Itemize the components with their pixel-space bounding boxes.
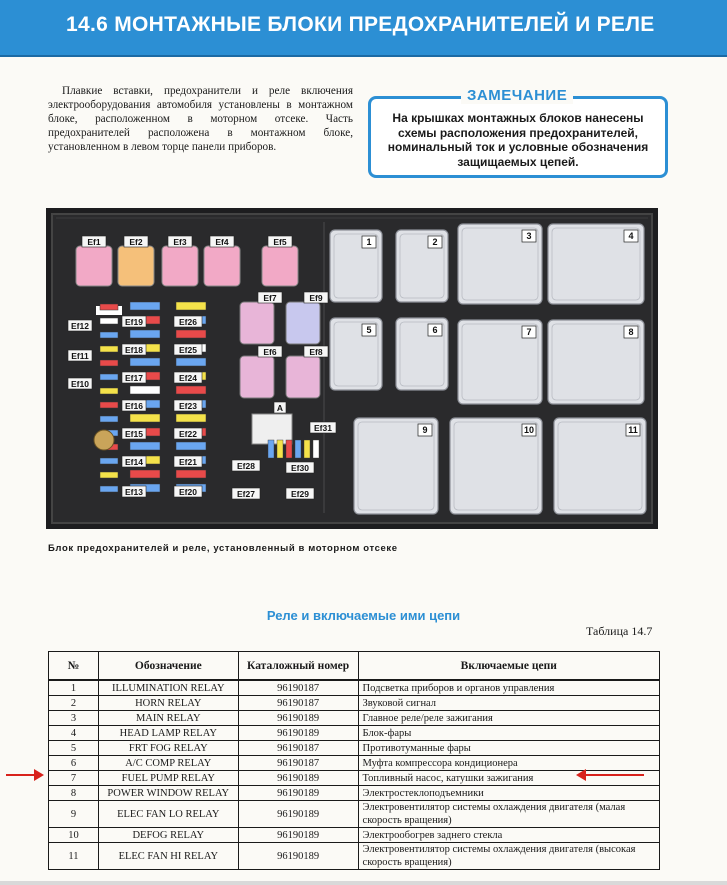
intro-paragraph bbox=[48, 84, 353, 154]
relay-number: 10 bbox=[523, 425, 535, 435]
fuse-label bbox=[174, 428, 202, 439]
svg-text:Ef17: Ef17 bbox=[125, 373, 143, 383]
mini-fuse bbox=[100, 360, 118, 366]
mini-fuse bbox=[130, 470, 160, 478]
relay-number: 4 bbox=[628, 231, 634, 241]
table-row bbox=[49, 801, 660, 828]
cell-catalog: 96190189 bbox=[238, 843, 358, 870]
cell-number: 8 bbox=[49, 786, 99, 801]
svg-text:Ef21: Ef21 bbox=[179, 457, 197, 467]
cell-designation: HORN RELAY bbox=[98, 696, 238, 711]
mini-fuse bbox=[100, 416, 118, 422]
col-header-catalog: Каталожный номер bbox=[238, 652, 358, 681]
cell-catalog: 96190189 bbox=[238, 711, 358, 726]
fuse-label bbox=[174, 456, 202, 467]
mini-fuse bbox=[100, 388, 118, 394]
table-title: Реле и включаемые ими цепи bbox=[266, 608, 461, 623]
svg-text:Ef5: Ef5 bbox=[273, 237, 287, 247]
svg-text:A: A bbox=[276, 403, 284, 413]
cell-catalog: 96190189 bbox=[238, 828, 358, 843]
svg-text:Ef28: Ef28 bbox=[237, 461, 255, 471]
svg-text:Ef15: Ef15 bbox=[125, 429, 143, 439]
svg-text:Ef1: Ef1 bbox=[87, 237, 101, 247]
fuse-label bbox=[258, 346, 282, 357]
mini-fuse bbox=[304, 440, 310, 458]
cell-number: 1 bbox=[49, 680, 99, 696]
fuse-label bbox=[174, 316, 202, 327]
mini-fuse bbox=[100, 318, 118, 324]
cell-designation: FRT FOG RELAY bbox=[98, 741, 238, 756]
mini-fuse bbox=[176, 386, 206, 394]
cell-circuits: Электрообогрев заднего стекла bbox=[358, 828, 659, 843]
fuse-block-photo bbox=[46, 208, 658, 529]
mini-fuse bbox=[100, 374, 118, 380]
cell-designation: ILLUMINATION RELAY bbox=[98, 680, 238, 696]
fuse-label bbox=[122, 400, 146, 411]
svg-text:Ef14: Ef14 bbox=[125, 457, 143, 467]
page-title: 14.6 МОНТАЖНЫЕ БЛОКИ ПРЕДОХРАНИТЕЛЕЙ И РЕЛЕ bbox=[66, 13, 655, 36]
mini-fuse bbox=[277, 440, 283, 458]
svg-text:Ef22: Ef22 bbox=[179, 429, 197, 439]
page-header bbox=[0, 0, 727, 57]
svg-text:Ef2: Ef2 bbox=[129, 237, 143, 247]
mini-fuse bbox=[295, 440, 301, 458]
mini-fuse bbox=[100, 304, 118, 310]
mini-fuse bbox=[130, 442, 160, 450]
fuse-label bbox=[174, 400, 202, 411]
mini-fuse bbox=[100, 472, 118, 478]
mini-fuse bbox=[130, 330, 160, 338]
cell-circuits: Блок-фары bbox=[358, 726, 659, 741]
relay-number: 7 bbox=[526, 327, 532, 337]
fuse-label bbox=[310, 422, 336, 433]
table-number: Таблица 14.7 bbox=[586, 624, 653, 638]
svg-text:Ef29: Ef29 bbox=[291, 489, 309, 499]
page-bottom-bar bbox=[0, 881, 727, 885]
cell-designation: DEFOG RELAY bbox=[98, 828, 238, 843]
mini-fuse bbox=[100, 346, 118, 352]
fuse-label bbox=[304, 346, 328, 357]
fuse-label bbox=[210, 236, 234, 247]
cell-circuits: Противотуманные фары bbox=[358, 741, 659, 756]
svg-text:Ef18: Ef18 bbox=[125, 345, 143, 355]
fuse-label bbox=[258, 292, 282, 303]
cell-number: 11 bbox=[49, 843, 99, 870]
fuse-label bbox=[68, 378, 92, 389]
cell-circuits: Электровентилятор системы охлаждения двигателя (малая скорость вращения) bbox=[358, 801, 659, 828]
svg-text:Ef13: Ef13 bbox=[125, 487, 143, 497]
medium-fuse bbox=[286, 302, 320, 344]
col-header-circuits: Включаемые цепи bbox=[358, 652, 659, 681]
note-heading: ЗАМЕЧАНИЕ bbox=[461, 87, 573, 104]
relay-number: 5 bbox=[366, 325, 372, 335]
fuse-label bbox=[286, 488, 314, 499]
relay-group bbox=[330, 224, 646, 514]
cell-circuits: Подсветка приборов и органов управления bbox=[358, 680, 659, 696]
fuse-label bbox=[174, 372, 202, 383]
cell-designation: MAIN RELAY bbox=[98, 711, 238, 726]
cell-catalog: 96190187 bbox=[238, 741, 358, 756]
cell-number: 6 bbox=[49, 756, 99, 771]
fuse-label bbox=[124, 236, 148, 247]
fuse-label bbox=[122, 372, 146, 383]
table-row bbox=[49, 726, 660, 741]
relay-number: 2 bbox=[432, 237, 438, 247]
svg-text:Ef12: Ef12 bbox=[71, 321, 89, 331]
mini-fuse bbox=[130, 302, 160, 310]
fuse-label bbox=[304, 292, 328, 303]
table-row bbox=[49, 696, 660, 711]
mini-fuse bbox=[100, 458, 118, 464]
medium-fuse bbox=[286, 356, 320, 398]
relay-number: 11 bbox=[628, 425, 638, 435]
cell-catalog: 96190189 bbox=[238, 801, 358, 828]
cell-number: 5 bbox=[49, 741, 99, 756]
mini-fuse bbox=[176, 414, 206, 422]
svg-text:Ef24: Ef24 bbox=[179, 373, 197, 383]
cell-catalog: 96190187 bbox=[238, 756, 358, 771]
cell-number: 3 bbox=[49, 711, 99, 726]
mini-fuse bbox=[130, 414, 160, 422]
svg-text:Ef7: Ef7 bbox=[263, 293, 277, 303]
table-row bbox=[49, 680, 660, 696]
cell-circuits: Главное реле/реле зажигания bbox=[358, 711, 659, 726]
cell-designation: HEAD LAMP RELAY bbox=[98, 726, 238, 741]
svg-text:Ef30: Ef30 bbox=[291, 463, 309, 473]
cell-number: 10 bbox=[49, 828, 99, 843]
svg-text:Ef25: Ef25 bbox=[179, 345, 197, 355]
mini-fuse bbox=[130, 358, 160, 366]
relay-number: 3 bbox=[526, 231, 532, 241]
cell-number: 7 bbox=[49, 771, 99, 786]
bolt-icon bbox=[94, 430, 114, 450]
fuse-label bbox=[82, 236, 106, 247]
mini-fuse bbox=[176, 358, 206, 366]
table-row bbox=[49, 828, 660, 843]
fuse-label bbox=[174, 486, 202, 497]
table-header-row bbox=[49, 652, 660, 681]
svg-text:Ef23: Ef23 bbox=[179, 401, 197, 411]
table-row bbox=[49, 756, 660, 771]
col-header-number: № bbox=[49, 652, 99, 681]
mini-fuse bbox=[286, 440, 292, 458]
fuse-label bbox=[68, 350, 92, 361]
cell-catalog: 96190187 bbox=[238, 680, 358, 696]
cell-circuits: Топливный насос, катушки зажигания bbox=[358, 771, 659, 786]
svg-text:Ef10: Ef10 bbox=[71, 379, 89, 389]
maxi-fuse bbox=[162, 246, 198, 286]
medium-fuse bbox=[240, 302, 274, 344]
medium-fuse bbox=[240, 356, 274, 398]
mini-fuse bbox=[176, 442, 206, 450]
cell-designation: ELEC FAN HI RELAY bbox=[98, 843, 238, 870]
fuse-label bbox=[122, 456, 146, 467]
maxi-fuse bbox=[76, 246, 112, 286]
fuse-label bbox=[168, 236, 192, 247]
fuse-label bbox=[268, 236, 292, 247]
cell-designation: A/C COMP RELAY bbox=[98, 756, 238, 771]
note-box bbox=[368, 87, 668, 178]
fuse-label bbox=[122, 316, 146, 327]
svg-text:Ef3: Ef3 bbox=[173, 237, 187, 247]
cell-circuits: Звуковой сигнал bbox=[358, 696, 659, 711]
cell-circuits: Муфта компрессора кондиционера bbox=[358, 756, 659, 771]
cell-designation: FUEL PUMP RELAY bbox=[98, 771, 238, 786]
svg-text:Ef9: Ef9 bbox=[309, 293, 323, 303]
cell-number: 4 bbox=[49, 726, 99, 741]
col-header-designation: Обозначение bbox=[98, 652, 238, 681]
cell-circuits: Электровентилятор системы охлаждения двигателя (высокая скорость вращения) bbox=[358, 843, 659, 870]
relay-number: 6 bbox=[432, 325, 438, 335]
cell-number: 9 bbox=[49, 801, 99, 828]
svg-text:Ef31: Ef31 bbox=[314, 423, 332, 433]
fuse-label bbox=[68, 320, 92, 331]
intro-text: Плавкие вставки, предохранители и реле включения электрооборудования автомобиля установлены в монтажном блоке, расположенном в моторном отсеке. Часть предохранителей расположена в монтажном блоке, установленном в левом торце панели приборов. bbox=[48, 85, 353, 153]
svg-text:Ef16: Ef16 bbox=[125, 401, 143, 411]
relay-cover bbox=[252, 414, 292, 444]
mini-fuse bbox=[100, 486, 118, 492]
svg-text:Ef8: Ef8 bbox=[309, 347, 323, 357]
svg-text:Ef19: Ef19 bbox=[125, 317, 143, 327]
relay-number: 9 bbox=[422, 425, 428, 435]
fuse-label bbox=[122, 486, 146, 497]
mini-fuse bbox=[176, 302, 206, 310]
svg-text:Ef27: Ef27 bbox=[237, 489, 255, 499]
table-row bbox=[49, 741, 660, 756]
mini-fuse bbox=[268, 440, 274, 458]
svg-text:Ef26: Ef26 bbox=[179, 317, 197, 327]
arrow-left-icon bbox=[584, 774, 644, 776]
fuse-label bbox=[122, 428, 146, 439]
cell-designation: ELEC FAN LO RELAY bbox=[98, 801, 238, 828]
cell-catalog: 96190189 bbox=[238, 726, 358, 741]
table-row-highlighted bbox=[49, 771, 660, 786]
cell-catalog: 96190187 bbox=[238, 696, 358, 711]
relay-number: 1 bbox=[366, 237, 372, 247]
svg-text:Ef20: Ef20 bbox=[179, 487, 197, 497]
table-row bbox=[49, 786, 660, 801]
relay-number: 8 bbox=[628, 327, 634, 337]
maxi-fuse bbox=[262, 246, 298, 286]
note-text: На крышках монтажных блоков нанесены схемы расположения предохранителей, номинальный ток и условные обозначения защищаемых цепей. bbox=[387, 111, 649, 169]
cell-catalog: 96190189 bbox=[238, 771, 358, 786]
svg-text:Ef6: Ef6 bbox=[263, 347, 277, 357]
maxi-fuse bbox=[118, 246, 154, 286]
svg-text:Ef4: Ef4 bbox=[215, 237, 229, 247]
cell-catalog: 96190189 bbox=[238, 786, 358, 801]
mini-fuse bbox=[176, 470, 206, 478]
mini-fuse bbox=[100, 332, 118, 338]
fuse-label bbox=[232, 460, 260, 471]
fuse-label bbox=[122, 344, 146, 355]
fuse-label bbox=[286, 462, 314, 473]
mini-fuse bbox=[100, 402, 118, 408]
mini-fuse bbox=[176, 330, 206, 338]
arrow-right-icon bbox=[6, 774, 36, 776]
svg-text:Ef11: Ef11 bbox=[71, 351, 89, 361]
mini-fuse bbox=[130, 386, 160, 394]
cell-circuits: Электростеклоподъемники bbox=[358, 786, 659, 801]
maxi-fuse bbox=[204, 246, 240, 286]
fuse-label bbox=[174, 344, 202, 355]
relay-table bbox=[48, 651, 660, 870]
table-row bbox=[49, 711, 660, 726]
mini-fuse bbox=[313, 440, 319, 458]
table-row bbox=[49, 843, 660, 870]
photo-caption: Блок предохранителей и реле, установленный в моторном отсеке bbox=[48, 543, 398, 554]
cell-designation: POWER WINDOW RELAY bbox=[98, 786, 238, 801]
cell-number: 2 bbox=[49, 696, 99, 711]
fuse-label bbox=[232, 488, 260, 499]
fuse-label bbox=[274, 402, 286, 413]
